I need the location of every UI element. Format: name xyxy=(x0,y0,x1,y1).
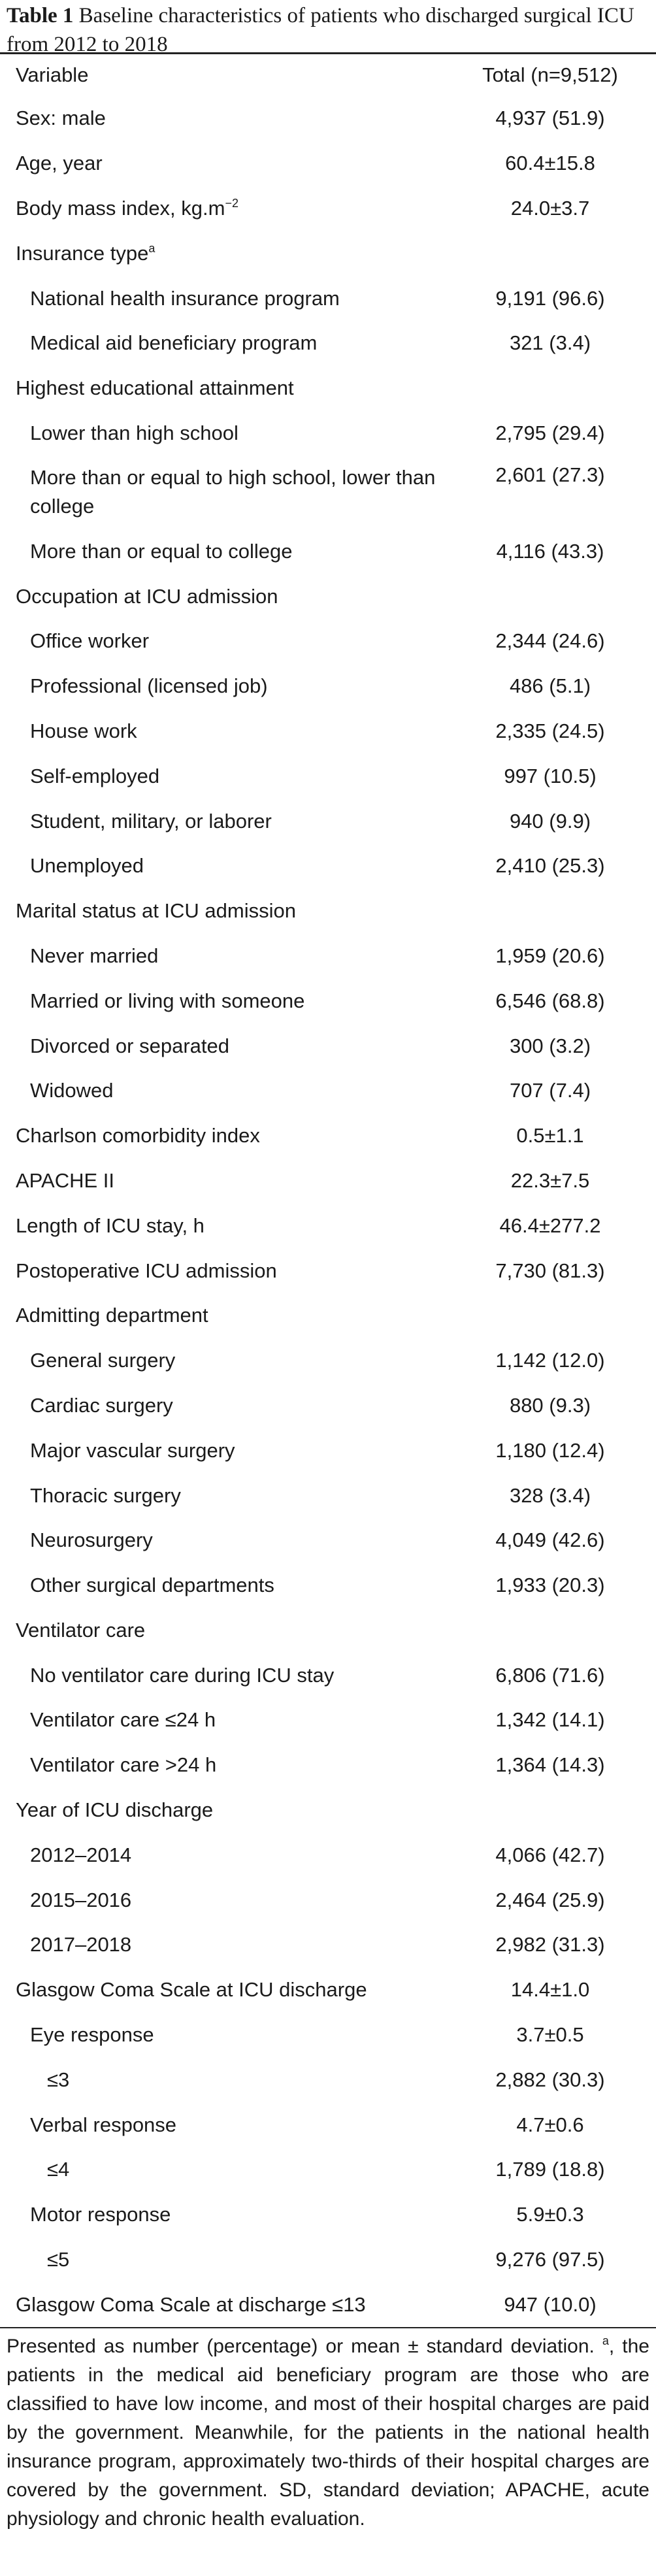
row-label xyxy=(0,1428,444,1473)
row-label xyxy=(0,529,444,574)
row-label-text: ≤4 xyxy=(47,2158,70,2181)
footnote-sup: a xyxy=(602,2334,609,2348)
row-label-text: Self-employed xyxy=(30,764,160,787)
row-label-text: 2017–2018 xyxy=(30,1933,132,1957)
row-value: 4,116 (43.3) xyxy=(496,539,604,563)
row-value: 4.7±0.6 xyxy=(516,2113,584,2136)
table-row xyxy=(0,2057,656,2102)
row-label-text: No ventilator care during ICU stay xyxy=(30,1663,335,1687)
row-value: 2,464 (25.9) xyxy=(495,1888,605,1911)
row-label-text: ≤3 xyxy=(47,2068,70,2091)
row-label-text: Ventilator care >24 h xyxy=(30,1753,217,1777)
row-label-text: More than or equal to high school, lower than college xyxy=(30,466,436,518)
row-value xyxy=(444,231,656,276)
row-value xyxy=(444,889,656,934)
table-row xyxy=(0,1923,656,1968)
table-row xyxy=(0,1023,656,1068)
row-label xyxy=(0,141,444,186)
row-label-text: Age, year xyxy=(16,152,103,175)
table-row xyxy=(0,2102,656,2147)
row-label-text: ≤5 xyxy=(47,2248,70,2271)
row-label-text: Year of ICU discharge xyxy=(16,1798,214,1822)
table-row xyxy=(0,1114,656,1159)
row-label-text: Insurance type xyxy=(16,241,149,265)
table-row xyxy=(0,529,656,574)
row-value: 2,410 (25.3) xyxy=(495,854,605,878)
header-variable: Variable xyxy=(16,63,89,86)
row-label-text: Neurosurgery xyxy=(30,1528,153,1552)
row-label-text: Student, military, or laborer xyxy=(30,809,272,833)
row-label-text: General surgery xyxy=(30,1349,176,1372)
table-body xyxy=(0,96,656,2327)
table-row xyxy=(0,1293,656,1338)
row-label xyxy=(0,889,444,934)
row-value: 947 (10.0) xyxy=(504,2292,597,2316)
row-label-text: Unemployed xyxy=(30,854,144,878)
row-label-text: Length of ICU stay, h xyxy=(16,1214,205,1237)
row-label-text: Body mass index, kg.m xyxy=(16,196,225,220)
table-row xyxy=(0,1877,656,1923)
row-label-text: Divorced or separated xyxy=(30,1034,229,1057)
table-row xyxy=(0,709,656,754)
row-value: 2,982 (31.3) xyxy=(495,1933,605,1957)
row-value: 9,276 (97.5) xyxy=(495,2248,605,2271)
table-caption-label: Table 1 xyxy=(7,4,74,27)
row-label-text: Other surgical departments xyxy=(30,1574,274,1597)
row-label-text: Charlson comorbidity index xyxy=(16,1124,260,1148)
row-value: 4,049 (42.6) xyxy=(495,1528,605,1552)
row-value: 321 (3.4) xyxy=(509,331,591,355)
row-label-text: APACHE II xyxy=(16,1168,115,1192)
table-row xyxy=(0,1788,656,1833)
row-value: 7,730 (81.3) xyxy=(495,1259,605,1282)
baseline-table xyxy=(0,54,656,2327)
row-label xyxy=(0,276,444,321)
row-label-text: Eye response xyxy=(30,2023,154,2047)
row-label xyxy=(0,1203,444,1248)
table-row xyxy=(0,753,656,799)
row-label xyxy=(0,2192,444,2237)
table-row xyxy=(0,186,656,231)
row-label-text: Ventilator care ≤24 h xyxy=(30,1708,216,1732)
row-value: 2,344 (24.6) xyxy=(495,629,605,653)
row-value: 2,601 (27.3) xyxy=(495,463,605,487)
row-label xyxy=(0,411,444,456)
table-row xyxy=(0,2192,656,2237)
row-value: 22.3±7.5 xyxy=(510,1168,590,1192)
row-label xyxy=(0,1877,444,1923)
row-value: 24.0±3.7 xyxy=(510,196,590,220)
row-value: 1,342 (14.1) xyxy=(495,1708,605,1732)
table-header-row xyxy=(0,54,656,96)
table-row xyxy=(0,1832,656,1877)
table-row xyxy=(0,2237,656,2283)
row-label-sup: a xyxy=(148,241,156,255)
row-value: 1,180 (12.4) xyxy=(495,1438,605,1462)
table-row xyxy=(0,1518,656,1563)
table-row xyxy=(0,321,656,366)
row-label-text: Marital status at ICU admission xyxy=(16,899,296,923)
row-label-sup: −2 xyxy=(225,196,238,210)
table-row xyxy=(0,411,656,456)
row-label-text: Professional (licensed job) xyxy=(30,674,268,698)
row-label xyxy=(0,1338,444,1383)
row-value: 4,937 (51.9) xyxy=(495,107,605,130)
table-row xyxy=(0,96,656,141)
row-value: 300 (3.2) xyxy=(509,1034,591,1057)
row-value: 9,191 (96.6) xyxy=(495,286,605,310)
row-value: 2,795 (29.4) xyxy=(495,421,605,444)
table-row xyxy=(0,2013,656,2058)
row-label-text: Glasgow Coma Scale at discharge ≤13 xyxy=(16,2292,366,2316)
row-label xyxy=(0,1563,444,1608)
row-label-text: Glasgow Coma Scale at ICU discharge xyxy=(16,1978,367,2002)
row-label-text: Highest educational attainment xyxy=(16,376,294,400)
row-label-text: Office worker xyxy=(30,629,150,653)
row-label-text: 2012–2014 xyxy=(30,1843,132,1866)
row-label-text: 2015–2016 xyxy=(30,1888,132,1911)
row-value: 1,364 (14.3) xyxy=(495,1753,605,1777)
row-value: 46.4±277.2 xyxy=(499,1214,601,1237)
table-row xyxy=(0,934,656,979)
table-row xyxy=(0,366,656,411)
table-footnote xyxy=(0,2328,656,2534)
row-value: 60.4±15.8 xyxy=(505,152,595,175)
row-label-text: Ventilator care xyxy=(16,1618,146,1642)
table-row xyxy=(0,1068,656,1114)
row-value: 1,789 (18.8) xyxy=(495,2158,605,2181)
table-row xyxy=(0,978,656,1023)
row-value: 3.7±0.5 xyxy=(516,2023,584,2047)
row-label-text: Postoperative ICU admission xyxy=(16,1259,277,1282)
row-label xyxy=(0,844,444,889)
table-row xyxy=(0,799,656,844)
row-label-text: Admitting department xyxy=(16,1304,208,1327)
table-row xyxy=(0,1698,656,1743)
row-label xyxy=(0,1068,444,1114)
row-value xyxy=(444,1788,656,1833)
table-row xyxy=(0,1968,656,2013)
row-label xyxy=(0,186,444,231)
row-value: 2,335 (24.5) xyxy=(495,719,605,742)
row-label xyxy=(0,231,444,276)
row-value: 1,142 (12.0) xyxy=(495,1349,605,1372)
row-value xyxy=(444,1293,656,1338)
row-value: 486 (5.1) xyxy=(509,674,591,698)
row-label-text: Cardiac surgery xyxy=(30,1393,173,1417)
table-row xyxy=(0,1338,656,1383)
row-label xyxy=(0,1743,444,1788)
row-label xyxy=(0,2057,444,2102)
row-value: 6,806 (71.6) xyxy=(495,1663,605,1687)
row-label xyxy=(0,1473,444,1518)
row-label xyxy=(0,1698,444,1743)
row-label xyxy=(0,619,444,664)
table-row xyxy=(0,2147,656,2192)
table-row xyxy=(0,1159,656,1204)
row-label xyxy=(0,1653,444,1698)
row-label-text: Verbal response xyxy=(30,2113,177,2136)
row-value: 940 (9.9) xyxy=(509,809,591,833)
row-value: 6,546 (68.8) xyxy=(495,989,605,1012)
row-value: 707 (7.4) xyxy=(509,1079,591,1102)
table-row xyxy=(0,2282,656,2327)
row-label-text: Medical aid beneficiary program xyxy=(30,331,318,355)
row-label xyxy=(0,574,444,619)
table-row xyxy=(0,844,656,889)
row-label xyxy=(0,96,444,141)
table-row xyxy=(0,1248,656,1293)
table-row xyxy=(0,664,656,709)
row-label xyxy=(0,1968,444,2013)
row-label xyxy=(0,934,444,979)
row-label-text: More than or equal to college xyxy=(30,539,293,563)
row-value: 2,882 (30.3) xyxy=(495,2068,605,2091)
row-label xyxy=(0,709,444,754)
row-label-text: Widowed xyxy=(30,1079,114,1102)
row-label xyxy=(0,1383,444,1428)
table-row xyxy=(0,889,656,934)
row-value: 328 (3.4) xyxy=(509,1483,591,1507)
row-value: 0.5±1.1 xyxy=(516,1124,584,1148)
row-label xyxy=(0,321,444,366)
row-label xyxy=(0,2013,444,2058)
row-label xyxy=(0,799,444,844)
row-label xyxy=(0,1788,444,1833)
row-label-text: Major vascular surgery xyxy=(30,1438,235,1462)
table-row xyxy=(0,141,656,186)
row-label xyxy=(0,2147,444,2192)
table-row xyxy=(0,455,656,529)
row-label xyxy=(0,978,444,1023)
table-row xyxy=(0,276,656,321)
row-value: 4,066 (42.7) xyxy=(495,1843,605,1866)
row-value: 1,933 (20.3) xyxy=(495,1574,605,1597)
table-row xyxy=(0,1473,656,1518)
table-row xyxy=(0,1383,656,1428)
row-label xyxy=(0,753,444,799)
row-label xyxy=(0,1293,444,1338)
row-label xyxy=(0,455,444,529)
row-label-text: Lower than high school xyxy=(30,421,238,444)
row-label xyxy=(0,1159,444,1204)
row-label xyxy=(0,1923,444,1968)
row-label-text: Sex: male xyxy=(16,107,106,130)
table-row xyxy=(0,1653,656,1698)
row-value: 14.4±1.0 xyxy=(510,1978,590,2002)
row-label-text: Thoracic surgery xyxy=(30,1483,181,1507)
row-label xyxy=(0,1248,444,1293)
row-label xyxy=(0,1023,444,1068)
header-total: Total (n=9,512) xyxy=(482,63,618,86)
row-value: 880 (9.3) xyxy=(509,1393,591,1417)
row-label-text: Motor response xyxy=(30,2203,171,2226)
footnote-lead: Presented as number (percentage) or mean ± standard deviation. xyxy=(7,2336,602,2358)
table-row xyxy=(0,231,656,276)
table-row xyxy=(0,1743,656,1788)
row-label xyxy=(0,1608,444,1653)
row-label xyxy=(0,664,444,709)
table-row xyxy=(0,574,656,619)
row-label-text: Never married xyxy=(30,944,159,967)
table-row xyxy=(0,1563,656,1608)
row-label xyxy=(0,1832,444,1877)
table-row xyxy=(0,1428,656,1473)
row-label-text: Married or living with someone xyxy=(30,989,305,1012)
row-label xyxy=(0,366,444,411)
row-label-text: Occupation at ICU admission xyxy=(16,584,278,608)
row-label xyxy=(0,1518,444,1563)
row-label-text: House work xyxy=(30,719,137,742)
row-label xyxy=(0,2237,444,2283)
row-label xyxy=(0,2102,444,2147)
table-row xyxy=(0,619,656,664)
row-label-text: National health insurance program xyxy=(30,286,340,310)
table-caption xyxy=(0,0,656,56)
row-value xyxy=(444,574,656,619)
footnote-rest: , the patients in the medical aid beneficiary program are those who are classified to have low income, and most of their hospital charges are paid by the government. Meanwhile, for the patients in the national health insurance program, approximately two-thirds of their hospital charges are covered by the government. SD, standard deviation; APACHE, acute physiology and chronic health evaluation. xyxy=(7,2336,649,2530)
row-value: 997 (10.5) xyxy=(504,764,597,787)
table-row xyxy=(0,1608,656,1653)
row-value xyxy=(444,366,656,411)
row-value: 5.9±0.3 xyxy=(516,2203,584,2226)
row-label xyxy=(0,1114,444,1159)
row-label xyxy=(0,2282,444,2327)
row-value: 1,959 (20.6) xyxy=(495,944,605,967)
table-row xyxy=(0,1203,656,1248)
row-value xyxy=(444,1608,656,1653)
table-caption-text: Baseline characteristics of patients who discharged surgical ICU from 2012 to 2018 xyxy=(7,4,634,56)
